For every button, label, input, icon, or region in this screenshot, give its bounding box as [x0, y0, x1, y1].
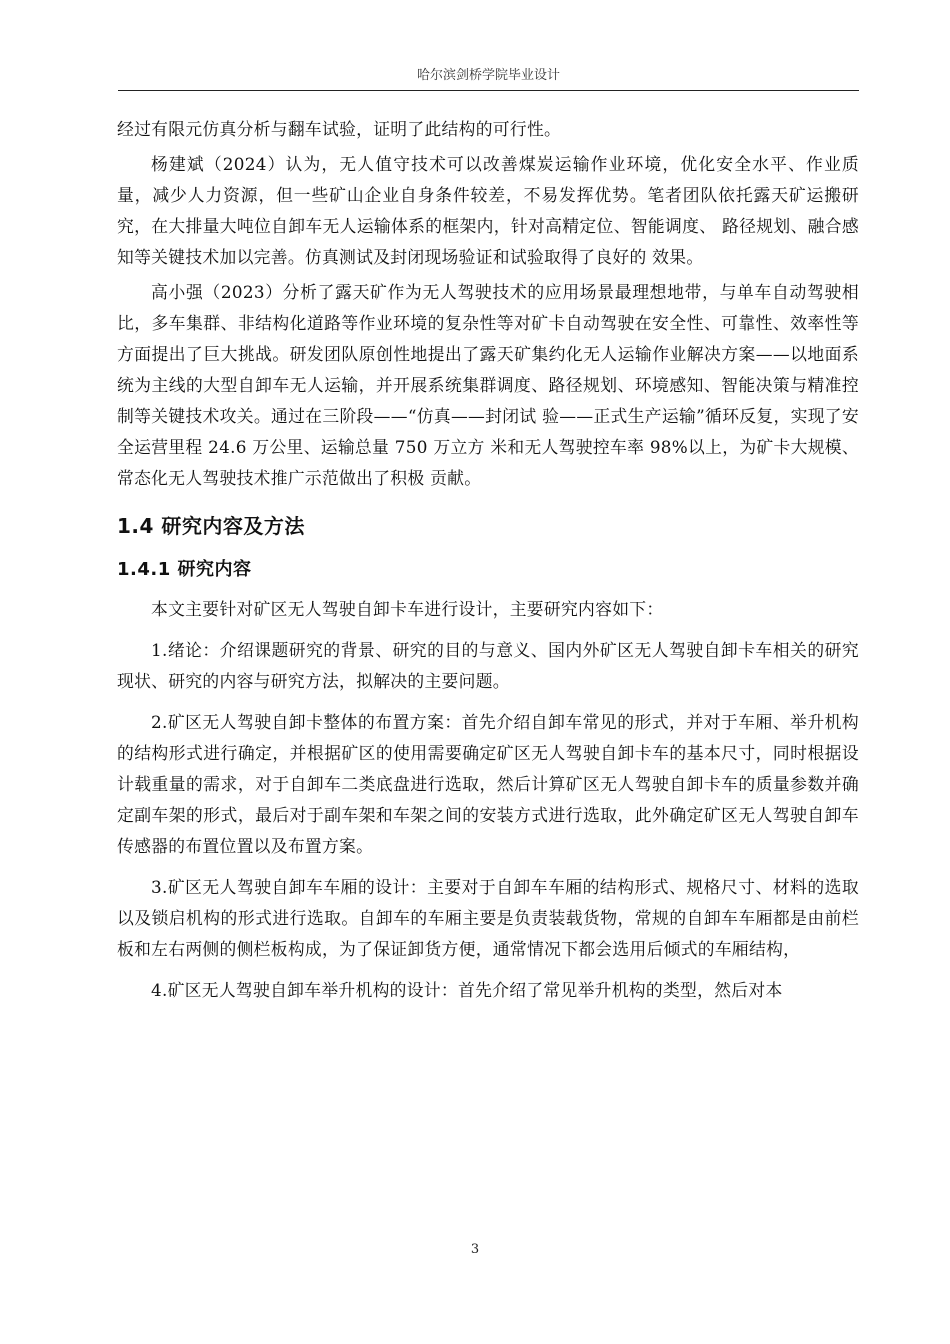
research-intro: 本文主要针对矿区无人驾驶自卸卡车进行设计，主要研究内容如下： — [151, 599, 664, 619]
subsection-heading-1-4-1: 1.4.1 研究内容 — [117, 559, 252, 580]
research-item-2: 2.矿区无人驾驶自卸卡整体的布置方案：首先介绍自卸车常见的形式，并对于车厢、举升机构的结构形式进行确定，并根据矿区的使用需要确定矿区无人驾驶自卸卡车的基本尺寸，同时根据设计载重量的需求，对于自卸车二类底盘进行选取，然后计算矿区无人驾驶自卸卡车的质量参数并确定副车架的形式，最后对于副车架和车架之间的安装方式进行选取，此外确定矿区无人驾驶自卸车传感器的布置位置以及布置方案。 — [117, 712, 859, 856]
research-item-4: 4.矿区无人驾驶自卸车举升机构的设计：首先介绍了常见举升机构的类型，然后对本 — [151, 980, 783, 1000]
paragraph-continuation: 经过有限元仿真分析与翻车试验，证明了此结构的可行性。 — [117, 119, 562, 139]
paragraph-gao-xiaoqiang: 高小强（2023）分析了露天矿作为无人驾驶技术的应用场景最理想地带，与单车自动驾驶相比，多车集群、非结构化道路等作业环境的复杂性等对矿卡自动驾驶在安全性、可靠性、效率性等方面提出了巨大挑战。研发团队原创性地提出了露天矿集约化无人运输作业解决方案——以地面系统为主线的大型自卸车无人运输，并开展系统集群调度、路径规划、环境感知、智能决策与精准控制等关键技术攻关。通过在三阶段——“仿真——封闭试 验——正式生产运输”循环反复，实现了安全运营里程 24.6 万公里、运输总量 750 万立方 米和无人驾驶控车率 98%以上，为矿卡大规模、常态化无人驾驶技术推广示范做出了积极 贡献。 — [117, 282, 859, 488]
document-body — [117, 114, 859, 1006]
research-item-1: 1.绪论：介绍课题研究的背景、研究的目的与意义、国内外矿区无人驾驶自卸卡车相关的研究现状、研究的内容与研究方法，拟解决的主要问题。 — [117, 640, 859, 691]
paragraph-yang-jianbin: 杨建斌（2024）认为，无人值守技术可以改善煤炭运输作业环境，优化安全水平、作业质量，减少人力资源，但一些矿山企业自身条件较差，不易发挥优势。笔者团队依托露天矿运搬研究，在大排量大吨位自卸车无人运输体系的框架内，针对高精定位、智能调度、 路径规划、融合感知等关键技术加以完善。仿真测试及封闭现场验证和试验取得了良好的 效果。 — [117, 154, 859, 267]
research-item-3: 3.矿区无人驾驶自卸车车厢的设计：主要对于自卸车车厢的结构形式、规格尺寸、材料的选取以及锁启机构的形式进行选取。自卸车的车厢主要是负责装载货物，常规的自卸车车厢都是由前栏板和左右两侧的侧栏板构成，为了保证卸货方便，通常情况下都会选用后倾式的车厢结构， — [117, 877, 859, 959]
section-heading-1-4: 1.4 研究内容及方法 — [117, 514, 305, 538]
page-number: 3 — [470, 1242, 480, 1257]
page-header: 哈尔滨剑桥学院毕业设计 — [118, 64, 859, 91]
